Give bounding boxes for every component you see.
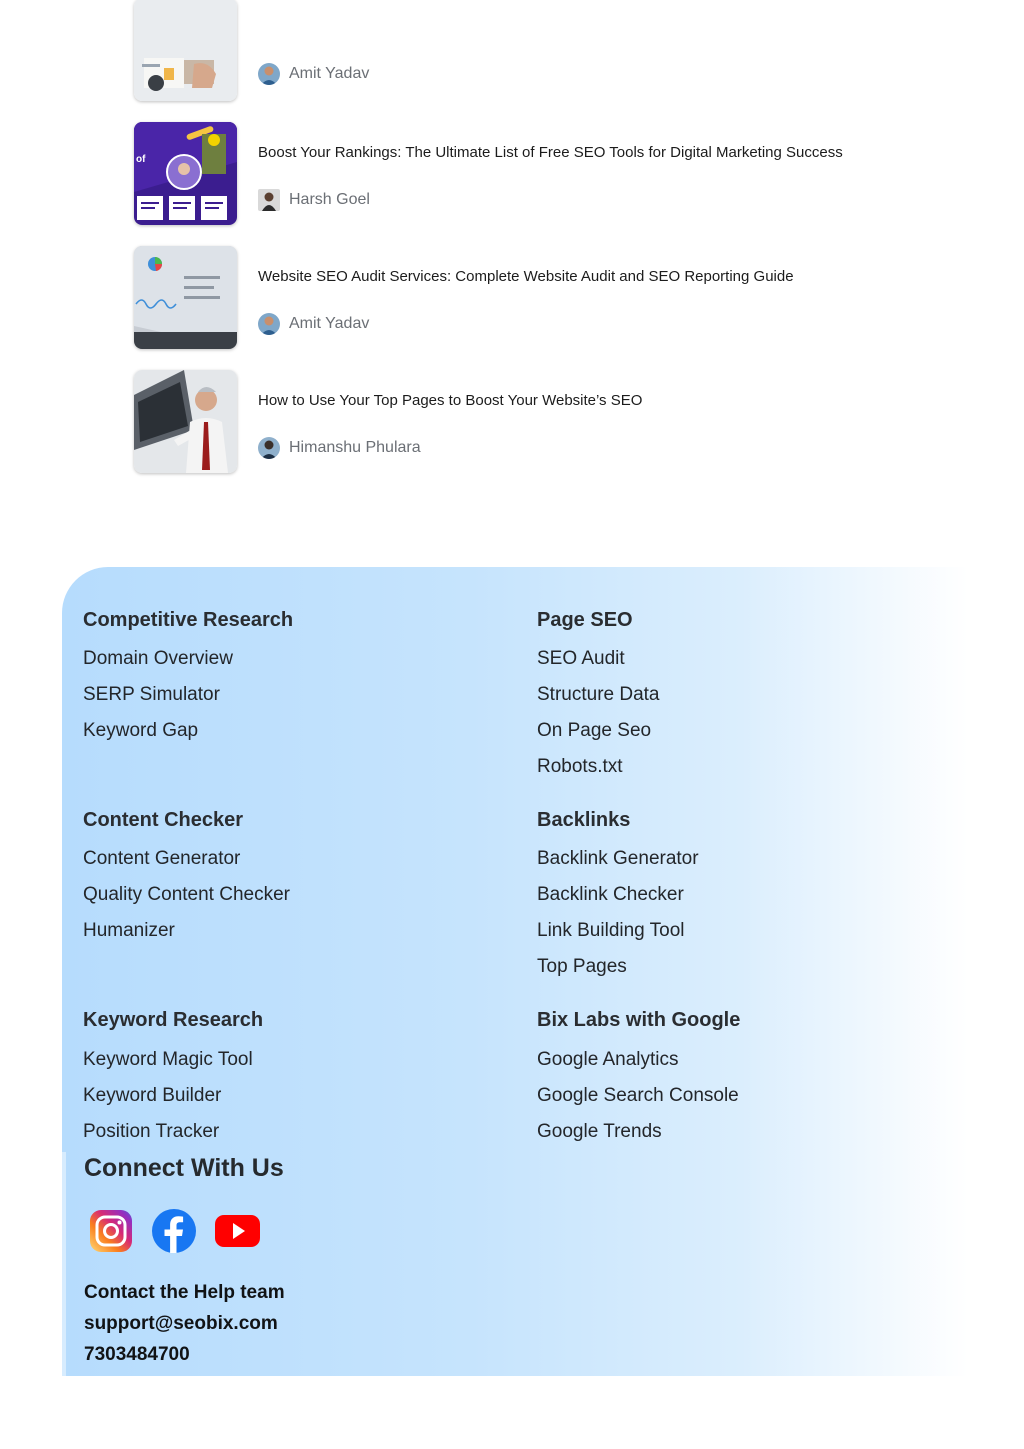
footer-section-title: Bix Labs with Google [537, 1009, 741, 1031]
footer-link-quality-content-checker[interactable]: Quality Content Checker [83, 884, 290, 905]
post-title[interactable]: How to Use Your Top Pages to Boost Your Website’s SEO [258, 392, 643, 409]
post-author[interactable] [258, 312, 369, 336]
post-thumbnail[interactable] [134, 0, 237, 101]
connect-divider [62, 1152, 66, 1376]
post-thumbnail[interactable] [134, 370, 237, 473]
instagram-icon[interactable] [88, 1208, 134, 1254]
footer-link-link-building-tool[interactable]: Link Building Tool [537, 920, 685, 941]
facebook-icon[interactable] [151, 1208, 197, 1254]
footer-section-title: Page SEO [537, 609, 633, 631]
footer-link-robots-txt[interactable]: Robots.txt [537, 756, 623, 777]
footer-section-title: Content Checker [83, 809, 244, 831]
svg-text:of: of [136, 154, 146, 165]
contact-label: Contact the Help team [84, 1282, 285, 1303]
author-name: Himanshu Phulara [289, 439, 421, 456]
footer-link-on-page-seo[interactable]: On Page Seo [537, 720, 652, 741]
blog-post-item[interactable] [134, 122, 934, 226]
footer-link-structure-data[interactable]: Structure Data [537, 684, 660, 705]
post-author[interactable] [258, 62, 369, 86]
footer-link-seo-audit[interactable]: SEO Audit [537, 648, 625, 669]
footer-link-google-analytics[interactable]: Google Analytics [537, 1049, 679, 1070]
footer-link-google-trends[interactable]: Google Trends [537, 1121, 662, 1142]
footer-link-keyword-builder[interactable]: Keyword Builder [83, 1085, 222, 1106]
footer-link-keyword-magic-tool[interactable]: Keyword Magic Tool [83, 1049, 253, 1070]
post-thumbnail[interactable] [134, 246, 237, 349]
footer-link-keyword-gap[interactable]: Keyword Gap [83, 720, 199, 741]
blog-post-item[interactable] [134, 370, 934, 474]
post-title[interactable]: Boost Your Rankings: The Ultimate List of Free SEO Tools for Digital Marketing Success [258, 144, 843, 161]
footer-link-domain-overview[interactable]: Domain Overview [83, 648, 233, 669]
blog-post-item[interactable] [134, 246, 934, 350]
contact-phone[interactable]: 7303484700 [84, 1344, 190, 1365]
footer-link-humanizer[interactable]: Humanizer [83, 920, 175, 941]
blog-post-item[interactable] [134, 0, 934, 102]
post-author[interactable] [258, 436, 421, 460]
author-avatar [258, 437, 280, 459]
author-avatar [258, 189, 280, 211]
footer-link-top-pages[interactable]: Top Pages [537, 956, 627, 977]
author-name: Harsh Goel [289, 191, 370, 208]
footer-link-backlink-generator[interactable]: Backlink Generator [537, 848, 699, 869]
footer-link-google-search-console[interactable]: Google Search Console [537, 1085, 739, 1106]
post-author[interactable] [258, 188, 370, 212]
post-thumbnail[interactable] [134, 122, 237, 225]
connect-title: Connect With Us [84, 1154, 284, 1182]
site-footer [62, 567, 968, 1376]
footer-section-title: Competitive Research [83, 609, 294, 631]
footer-link-serp-simulator[interactable]: SERP Simulator [83, 684, 220, 705]
author-avatar [258, 313, 280, 335]
footer-link-position-tracker[interactable]: Position Tracker [83, 1121, 220, 1142]
footer-link-backlink-checker[interactable]: Backlink Checker [537, 884, 684, 905]
youtube-icon[interactable] [214, 1208, 260, 1254]
contact-email[interactable]: support@seobix.com [84, 1313, 278, 1334]
author-name: Amit Yadav [289, 65, 370, 82]
author-name: Amit Yadav [289, 315, 370, 332]
post-title[interactable]: Website SEO Audit Services: Complete Website Audit and SEO Reporting Guide [258, 268, 794, 285]
author-avatar [258, 63, 280, 85]
footer-section-title: Backlinks [537, 809, 631, 831]
footer-link-content-generator[interactable]: Content Generator [83, 848, 241, 869]
footer-section-title: Keyword Research [83, 1009, 264, 1031]
